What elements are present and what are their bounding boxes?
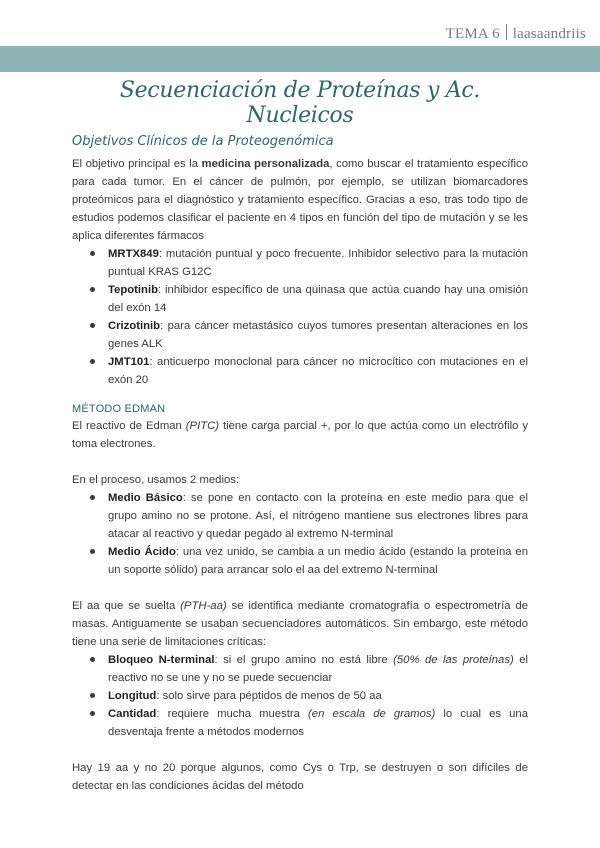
bullet-icon — [90, 359, 95, 364]
limitation-name: Bloqueo N-terminal — [108, 654, 215, 666]
limitation-pre: : requiere mucha muestra — [156, 708, 309, 720]
medium-name: Medio Ácido — [108, 546, 176, 558]
list-item-medium — [72, 543, 528, 579]
edman-paragraph-3 — [72, 597, 528, 651]
author-label: laasaandriis — [512, 26, 586, 42]
bullet-icon — [90, 323, 95, 328]
intro-text-post: , como buscar el tratamiento específico para cada tumor. En el cáncer de pulmón, por ejemplo, se utilizan biomarcadores proteómicos para el diagnóstico y tratamiento específico. Gracias a eso, tras todo tipo de estudios podemos clasificar el paciente en 4 tipos en función del tipo de mutación y se les aplica diferentes fármacos — [72, 158, 528, 242]
limitation-pre: : si el grupo amino no está libre — [214, 654, 394, 666]
edman-p3-italic: (PTH-aa) — [180, 600, 227, 612]
drug-name: Crizotinib — [108, 320, 161, 332]
page-header — [446, 24, 586, 43]
list-item-drug — [72, 353, 528, 389]
medium-desc: : una vez unido, se cambia a un medio ácido (estando la proteína en un soporte sólido) para arrancar solo el aa del extremo N-terminal — [108, 546, 528, 576]
drug-name: Tepotinib — [108, 284, 158, 296]
limitations-list — [72, 651, 528, 741]
document-body — [72, 74, 528, 795]
spacer — [72, 453, 528, 471]
drug-name: MRTX849 — [108, 248, 159, 260]
bullet-icon — [90, 495, 95, 500]
bullet-icon — [90, 549, 95, 554]
intro-paragraph — [72, 155, 528, 245]
edman-p3-pre: El aa que se suelta — [72, 600, 181, 612]
tema-label: TEMA 6 — [445, 26, 500, 42]
list-item-drug — [72, 245, 528, 281]
header-band — [0, 46, 600, 72]
list-item-limitation — [72, 651, 528, 687]
section-subtitle: Objetivos Clínicos de la Proteogenómica — [72, 134, 334, 149]
header-divider — [506, 24, 507, 40]
list-item-limitation — [72, 687, 528, 705]
list-item-medium — [72, 489, 528, 543]
drug-desc: : inhibidor específico de una quinasa que actúa cuando hay una omisión del exón 14 — [108, 284, 528, 314]
limitation-italic: (en escala de gramos) — [308, 708, 436, 720]
media-list — [72, 489, 528, 579]
bullet-icon — [90, 287, 95, 292]
limitation-post: el reactivo no se une y no se puede secuenciar — [108, 654, 528, 684]
list-item-drug — [72, 317, 528, 353]
bullet-icon — [90, 251, 95, 256]
intro-text-pre: El objetivo principal es la — [72, 158, 202, 170]
drugs-list — [72, 245, 528, 389]
edman-p3-post: se identifica mediante cromatografía o espectrometría de masas. Antiguamente se usaban secuenciadores automáticos. Sin embargo, este método tiene una serie de limitaciones críticas: — [72, 600, 528, 648]
edman-paragraph-4: Hay 19 aa y no 20 porque algunos, como Cys o Trp, se destruyen o son difíciles de detectar en las condiciones ácidas del método — [72, 762, 528, 792]
drug-desc: : mutación puntual y poco frecuente. Inhibidor selectivo para la mutación puntual KRAS G12C — [108, 248, 528, 278]
medium-name: Medio Básico — [108, 492, 183, 504]
limitation-italic: (50% de las proteínas) — [393, 654, 514, 666]
edman-p1-pre: El reactivo de Edman — [72, 420, 186, 432]
drug-desc: : anticuerpo monoclonal para cáncer no microcítico con mutaciones en el exón 20 — [108, 356, 528, 386]
drug-name: JMT101 — [108, 356, 150, 368]
drug-desc: : para cáncer metastásico cuyos tumores presentan alteraciones en los genes ALK — [108, 320, 528, 350]
list-item-drug — [72, 281, 528, 317]
bullet-icon — [90, 693, 95, 698]
limitation-pre: : solo sirve para péptidos de menos de 50 aa — [156, 690, 382, 702]
edman-paragraph-1 — [72, 417, 528, 453]
bullet-icon — [90, 711, 95, 716]
spacer — [72, 579, 528, 597]
edman-paragraph-2: En el proceso, usamos 2 medios: — [72, 474, 240, 486]
limitation-post: lo cual es una desventaja frente a métodos modernos — [108, 708, 528, 738]
bullet-icon — [90, 657, 95, 662]
limitation-name: Longitud — [108, 690, 157, 702]
edman-p1-post: tiene carga parcial +, por lo que actúa como un electrófilo y toma electrones. — [72, 420, 528, 450]
edman-p1-italic: (PITC) — [185, 420, 220, 432]
page-title: Secuenciación de Proteínas y Ac. Nucleicos — [119, 78, 481, 128]
list-item-limitation — [72, 705, 528, 741]
edman-heading: MÉTODO EDMAN — [72, 403, 166, 415]
intro-bold: medicina personalizada — [201, 158, 330, 170]
limitation-name: Cantidad — [108, 708, 157, 720]
spacer — [72, 741, 528, 759]
medium-desc: : se pone en contacto con la proteína en este medio para que el grupo amino no se protone. Así, el nitrógeno mantiene sus electrones libres para atacar al reactivo y quedar pegado al extremo N-terminal — [108, 492, 528, 540]
